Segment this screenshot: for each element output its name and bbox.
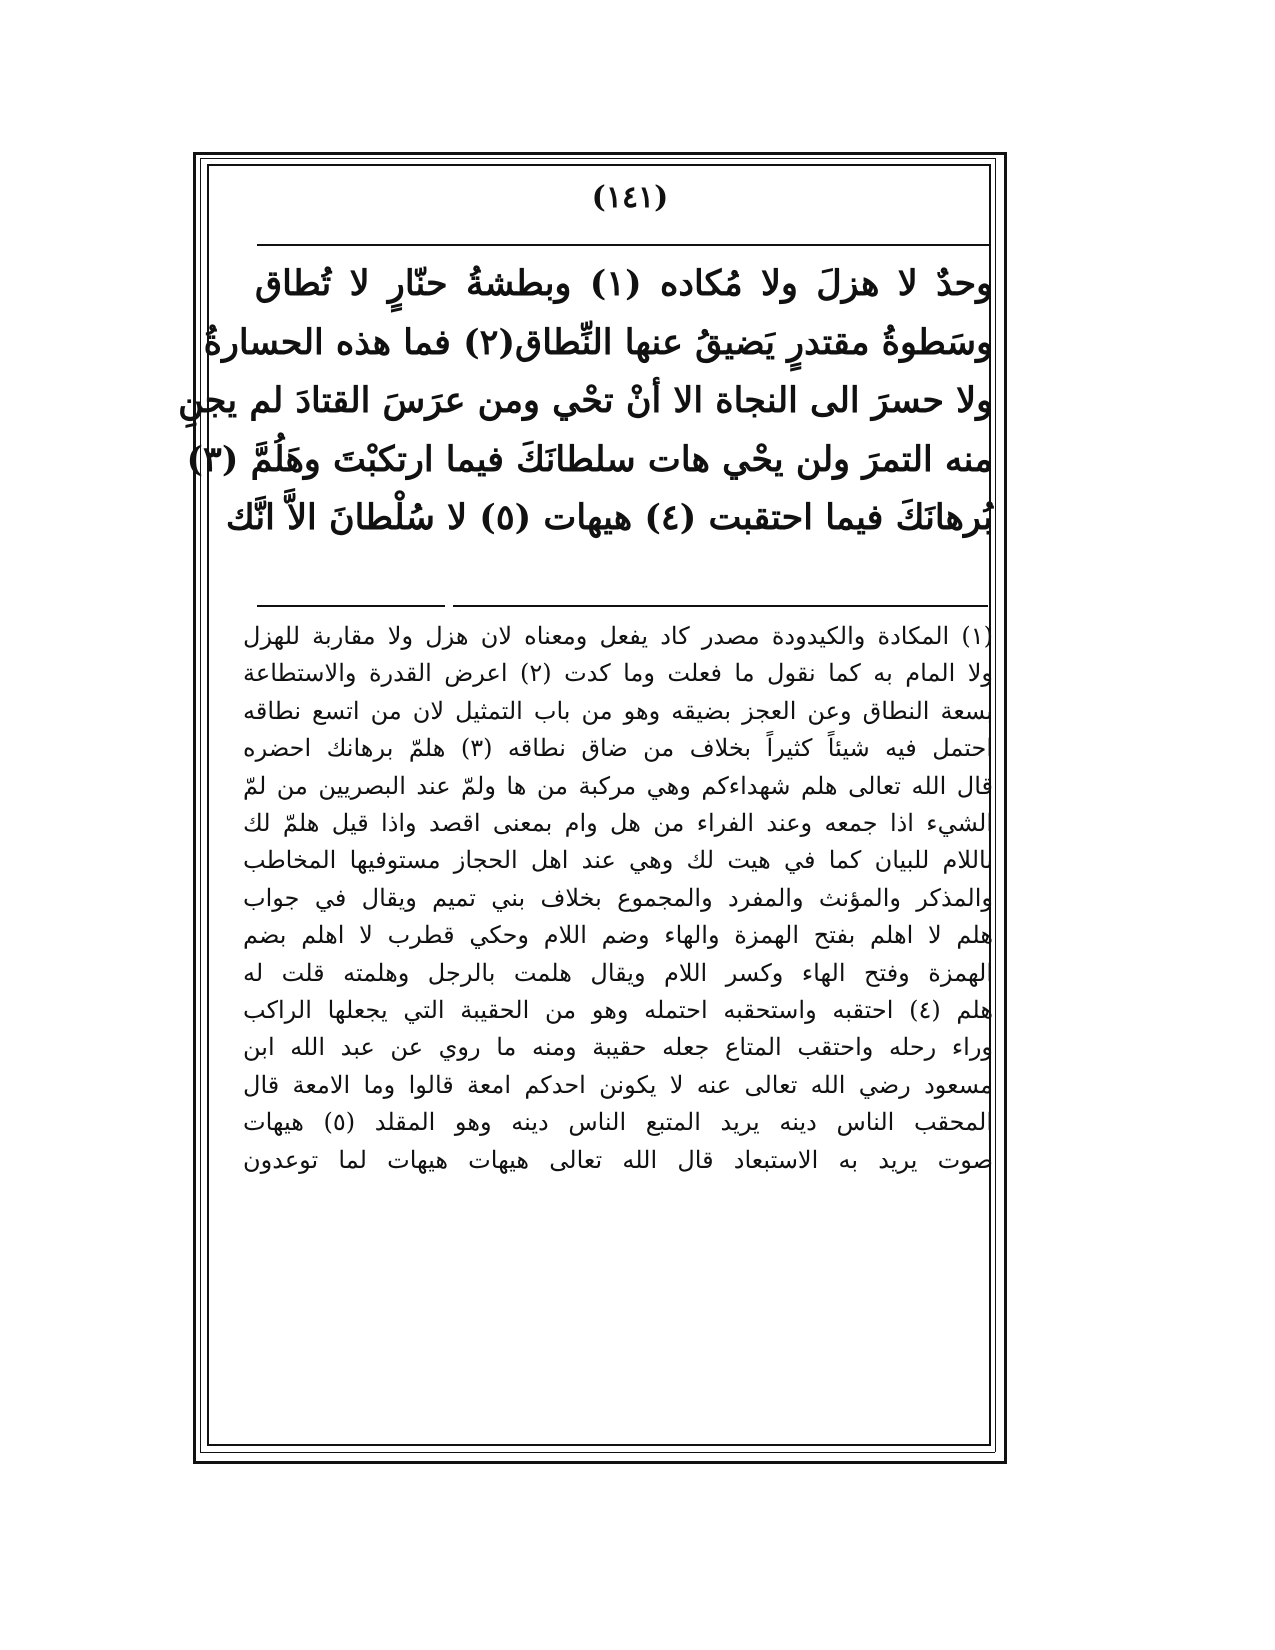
footnote-line: قال الله تعالى هلم شهداءكم وهي مركبة من ها ولمّ عند البصريين من لمّ xyxy=(243,771,993,800)
footnote-line: بسعة النطاق وعن العجز بضيقه وهو من باب التمثيل لان من اتسع نطاقه xyxy=(243,696,993,725)
footnote-rule-left xyxy=(257,605,445,607)
page-border-rule-bottom xyxy=(200,1452,995,1453)
page-border-rule-right xyxy=(995,158,996,1452)
footnote-line: احتمل فيه شيئاً كثيراً بخلاف من ضاق نطاقه (٣) هلمّ برهانك احضره xyxy=(243,734,993,763)
footnote-line: باللام للبيان كما في هيت لك وهي عند اهل الحجاز مستوفيها المخاطب xyxy=(243,846,993,875)
footnote-rule-right xyxy=(453,605,988,607)
footnotes xyxy=(243,618,993,1179)
footnote-line: هلم (٤) احتقبه واستحقبه احتمله وهو من الحقيبة التي يجعلها الراكب xyxy=(243,996,993,1025)
footnote-line: ولا المام به كما نقول ما فعلت وما كدت (٢) اعرض القدرة والاستطاعة xyxy=(243,659,993,688)
footnote-line: المحقب الناس دينه يريد المتبع الناس دينه وهو المقلد (٥) هيهات xyxy=(243,1108,993,1137)
footnote-line: الشيء اذا جمعه وعند الفراء من هل وام بمعنى اقصد واذا قيل هلمّ لك xyxy=(243,809,993,838)
footnote-line: والمذكر والمؤنث والمفرد والمجموع بخلاف بني تميم ويقال في جواب xyxy=(243,883,993,912)
footnote-line: صوت يريد به الاستبعاد قال الله تعالى هيهات هيهات لما توعدون xyxy=(243,1145,993,1174)
main-line: منه التمرَ ولن يحْي هات سلطانَكَ فيما ارتكبْتَ وهَلُمَّ (٣) xyxy=(186,438,993,480)
main-line: بُرهانَكَ فيما احتقبت (٤) هيهات (٥) لا سُلْطانَ الاَّ انَّك xyxy=(225,497,993,538)
page-border-rule-top xyxy=(200,158,995,159)
footnote-line: هلم لا اهلم بفتح الهمزة والهاء وضم اللام وحكي قطرب لا اهلم بضم xyxy=(243,921,993,950)
main-line: وسَطوةُ مقتدرٍ يَضيقُ عنها النِّطاق(٢) فما هذه الحسارةُ xyxy=(203,321,993,363)
header-rule xyxy=(257,244,990,246)
main-text xyxy=(178,255,993,548)
page-number: (١٤١) xyxy=(591,180,669,215)
footnote-line: (١) المكادة والكيدودة مصدر كاد يفعل ومعناه لان هزل ولا مقاربة للهزل xyxy=(243,622,993,650)
main-line: ولا حسرَ الى النجاة الا أنْ تحْي ومن عرَسَ القتادَ لم يجنِ xyxy=(178,380,993,421)
footnote-line: مسعود رضي الله تعالى عنه لا يكونن احدكم امعة قالوا وما الامعة قال xyxy=(243,1070,993,1099)
page-border-rule-left xyxy=(200,158,201,1452)
footnote-line: وراء رحله واحتقب المتاع جعله حقيبة ومنه ما روي عن عبد الله ابن xyxy=(243,1033,993,1062)
main-line: وحدٌ لا هزلَ ولا مُكاده (١) وبطشةُ حنّارٍ لا تُطاق xyxy=(255,263,993,304)
footnote-line: الهمزة وفتح الهاء وكسر اللام ويقال هلمت بالرجل وهلمته قلت له xyxy=(243,958,993,987)
